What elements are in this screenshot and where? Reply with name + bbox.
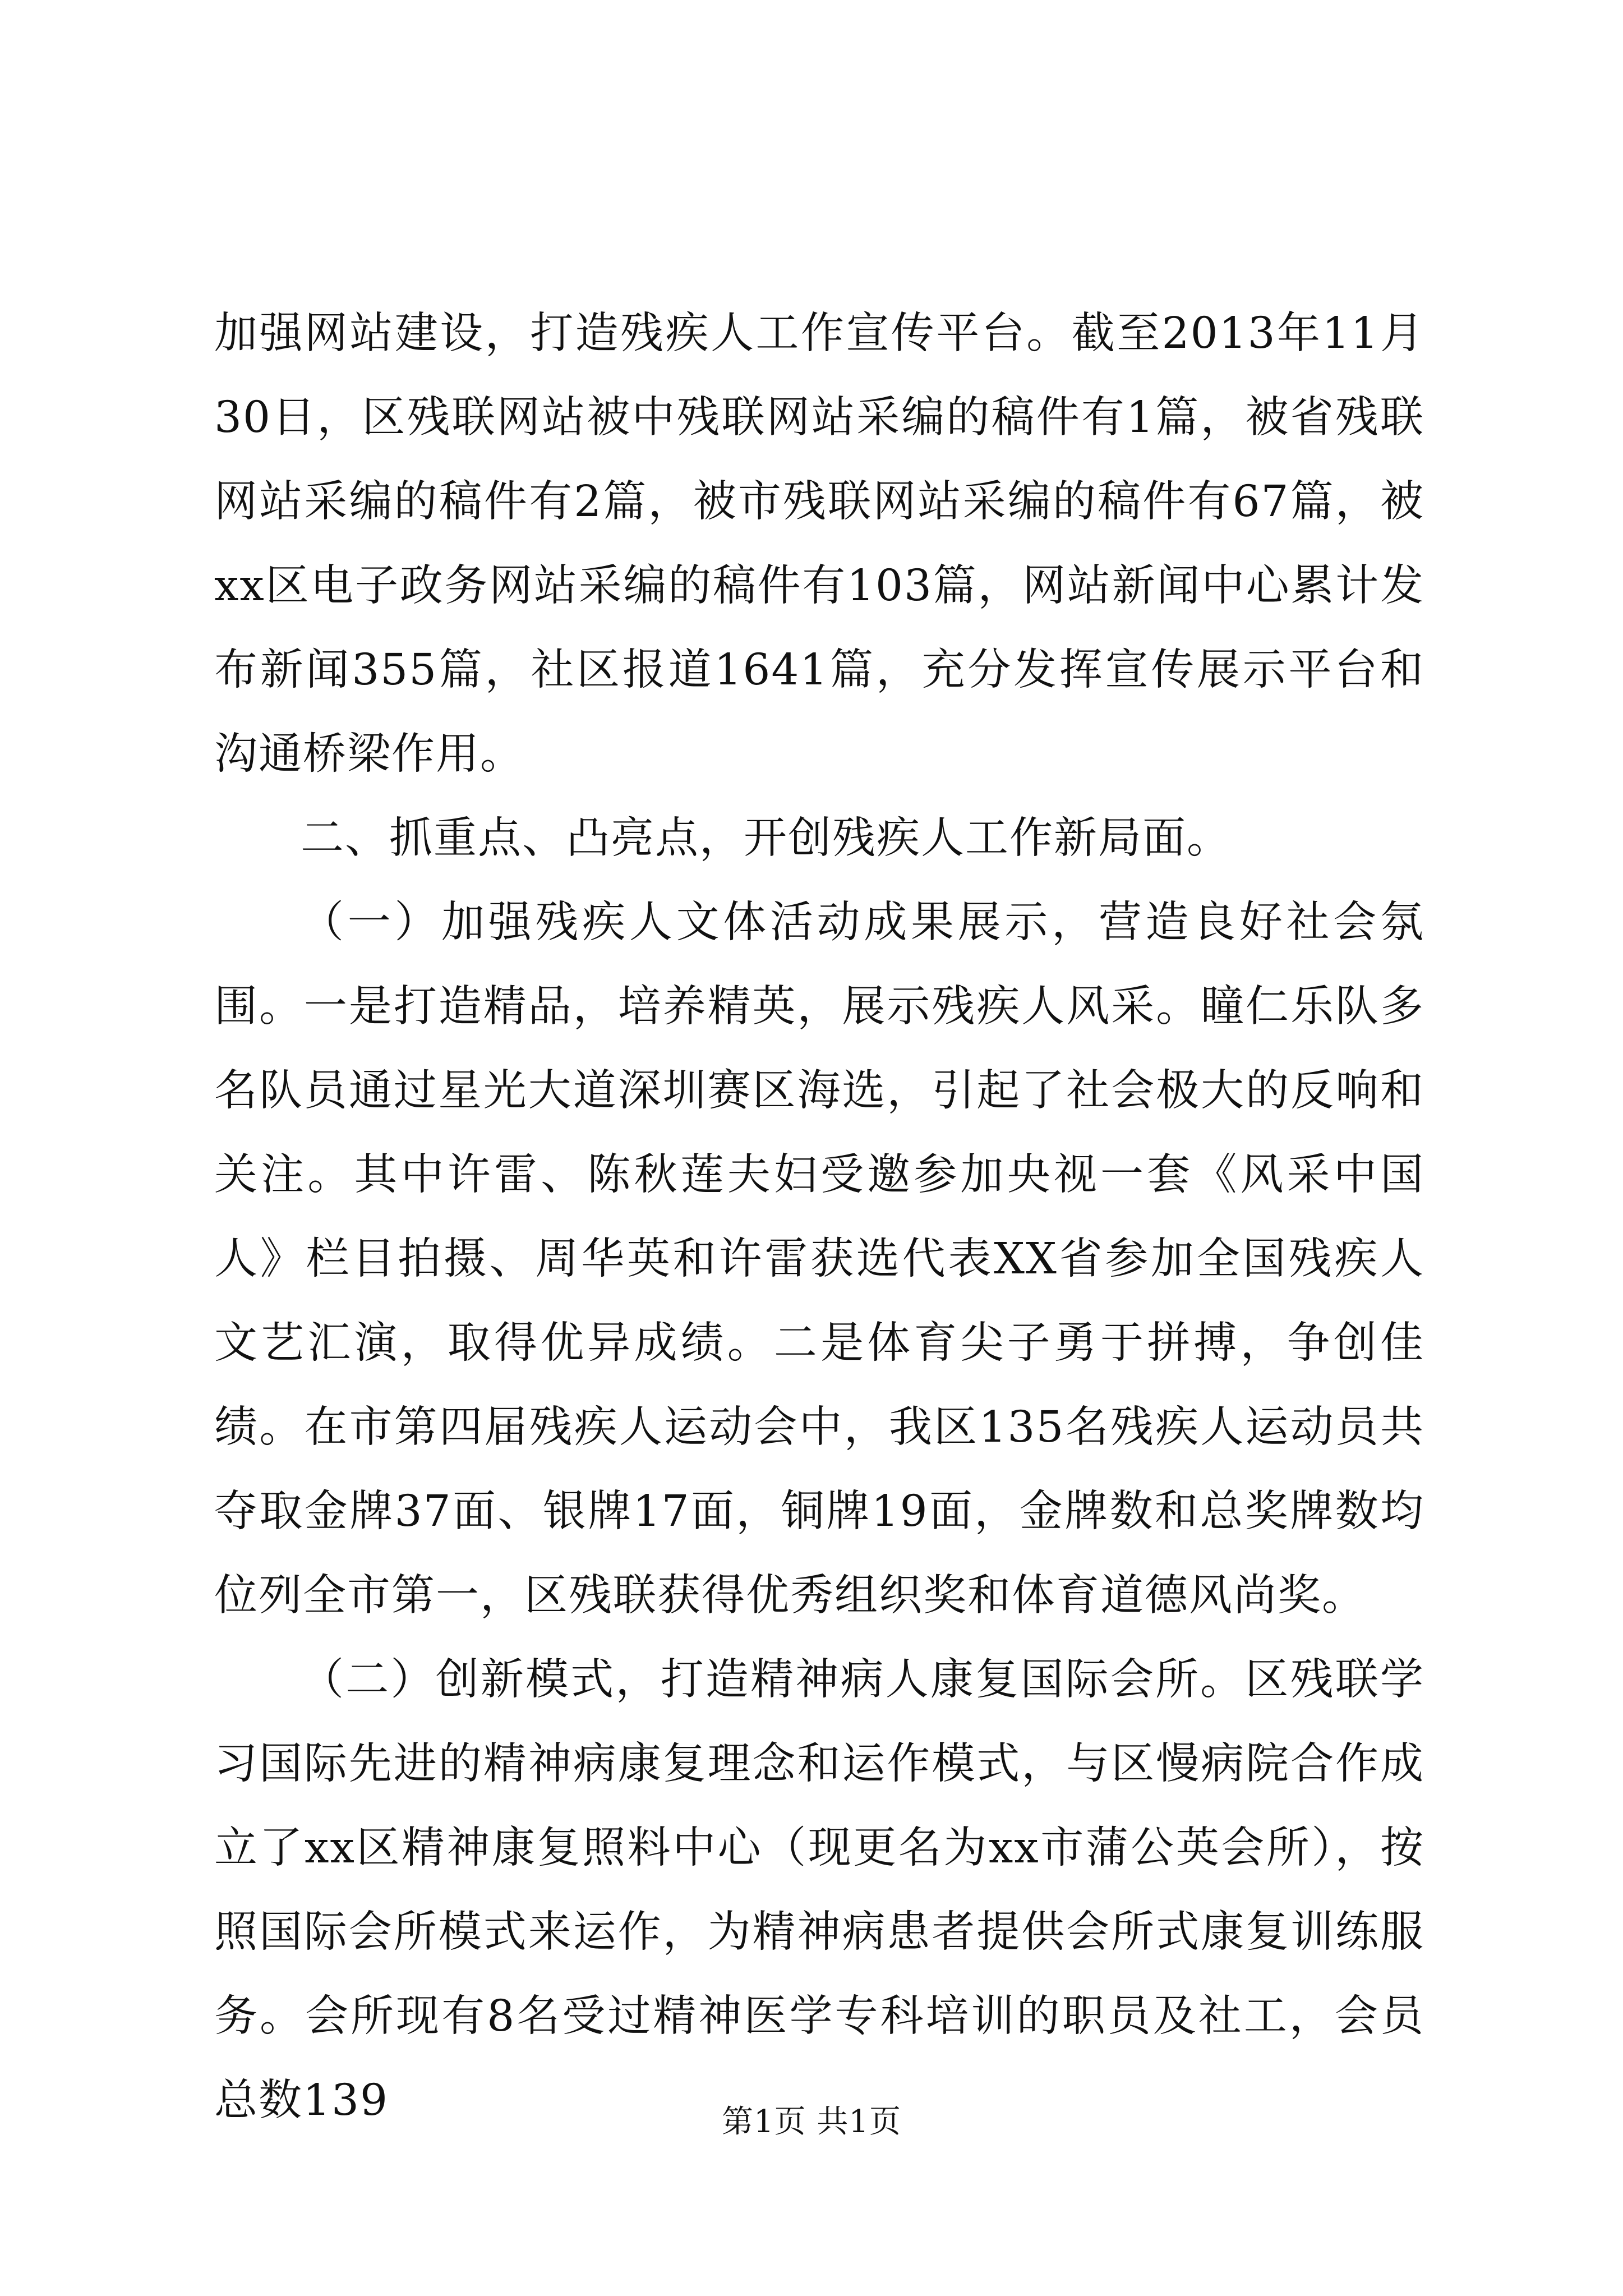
- paragraph-rehab-clubhouse: （二）创新模式，打造精神病人康复国际会所。区残联学习国际先进的精神病康复理念和运作模式，与区慢病院合作成立了xx区精神康复照料中心（现更名为xx市蒲公英会所），按照国际会所模式来运作，为精神病患者提供会所式康复训练服务。会所现有8名受过精神医学专科培训的职员及社工，会员总数139: [214, 1655, 1424, 2125]
- paragraph-culture-sports: （一）加强残疾人文体活动成果展示，营造良好社会氛围。一是打造精品，培养精英，展示残疾人风采。瞳仁乐队多名队员通过星光大道深圳赛区海选，引起了社会极大的反响和关注。其中许雷、陈秋莲夫妇受邀参加央视一套《风采中国人》栏目拍摄、周华英和许雷获选代表XX省参加全国残疾人文艺汇演，取得优异成绩。二是体育尖子勇于拼搏，争创佳绩。在市第四届残疾人运动会中，我区135名残疾人运动员共夺取金牌37面、银牌17面，铜牌19面，金牌数和总奖牌数均位列全市第一，区残联获得优秀组织奖和体育道德风尚奖。: [214, 898, 1424, 1621]
- page-footer: 第1页 共1页: [721, 2104, 902, 2140]
- document-body: [214, 292, 1424, 2143]
- paragraph-website-construction: 加强网站建设，打造残疾人工作宣传平台。截至2013年11月30日，区残联网站被中残联网站采编的稿件有1篇，被省残联网站采编的稿件有2篇，被市残联网站采编的稿件有67篇，被xx区电子政务网站采编的稿件有103篇，网站新闻中心累计发布新闻355篇，社区报道1641篇，充分发挥宣传展示平台和沟通桥梁作用。: [214, 309, 1424, 779]
- paragraph-section-two-heading: 二、抓重点、凸亮点，开创残疾人工作新局面。: [301, 813, 1231, 863]
